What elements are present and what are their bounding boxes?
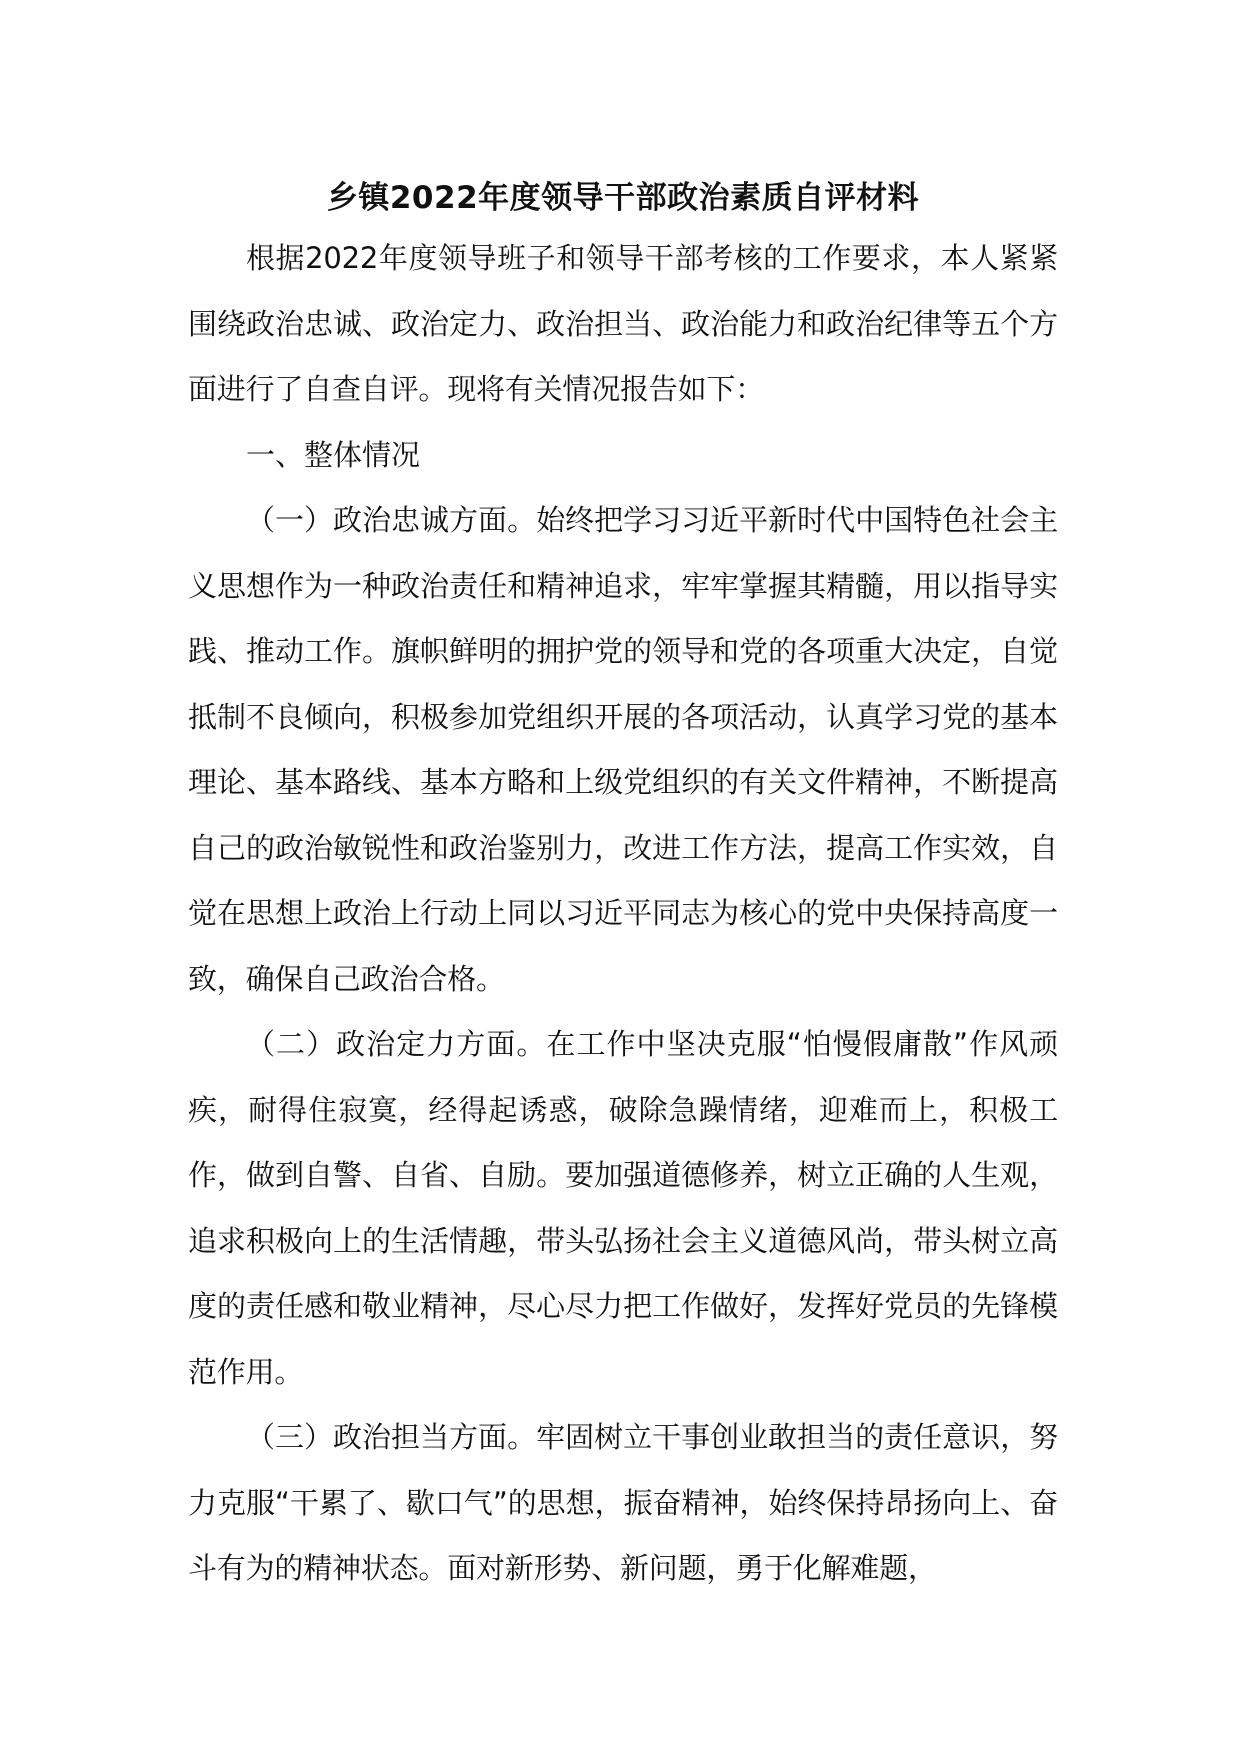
intro-paragraph: 根据2022年度领导班子和领导干部考核的工作要求，本人紧紧围绕政治忠诚、政治定力、政治担当、政治能力和政治纪律等五个方面进行了自查自评。现将有关情况报告如下： xyxy=(188,241,1058,406)
paragraph-political-stability: （二）政治定力方面。在工作中坚决克服“怕慢假庸散”作风顽疾，耐得住寂寞，经得起诱惑，破除急躁情绪，迎难而上，积极工作，做到自警、自省、自励。要加强道德修养，树立正确的人生观，追求积极向上的生活情趣，带头弘扬社会主义道德风尚，带头树立高度的责任感和敬业精神，尽心尽力把工作做好，发挥好党员的先锋模范作用。 xyxy=(188,1027,1058,1389)
paragraph-political-responsibility: （三）政治担当方面。牢固树立干事创业敢担当的责任意识，努力克服“干累了、歇口气”的思想，振奋精神，始终保持昂扬向上、奋斗有为的精神状态。面对新形势、新问题，勇于化解难题， xyxy=(188,1420,1058,1585)
section-heading: 一、整体情况 xyxy=(246,437,421,472)
document-body xyxy=(188,170,1058,1602)
document-title: 乡镇2022年度领导干部政治素质自评材料 xyxy=(326,180,920,216)
paragraph-political-loyalty: （一）政治忠诚方面。始终把学习习近平新时代中国特色社会主义思想作为一种政治责任和精神追求，牢牢掌握其精髓，用以指导实践、推动工作。旗帜鲜明的拥护党的领导和党的各项重大决定，自觉抵制不良倾向，积极参加党组织开展的各项活动，认真学习党的基本理论、基本路线、基本方略和上级党组织的有关文件精神，不断提高自己的政治敏锐性和政治鉴别力，改进工作方法，提高工作实效，自觉在思想上政治上行动上同以习近平同志为核心的党中央保持高度一致，确保自己政治合格。 xyxy=(188,503,1058,996)
